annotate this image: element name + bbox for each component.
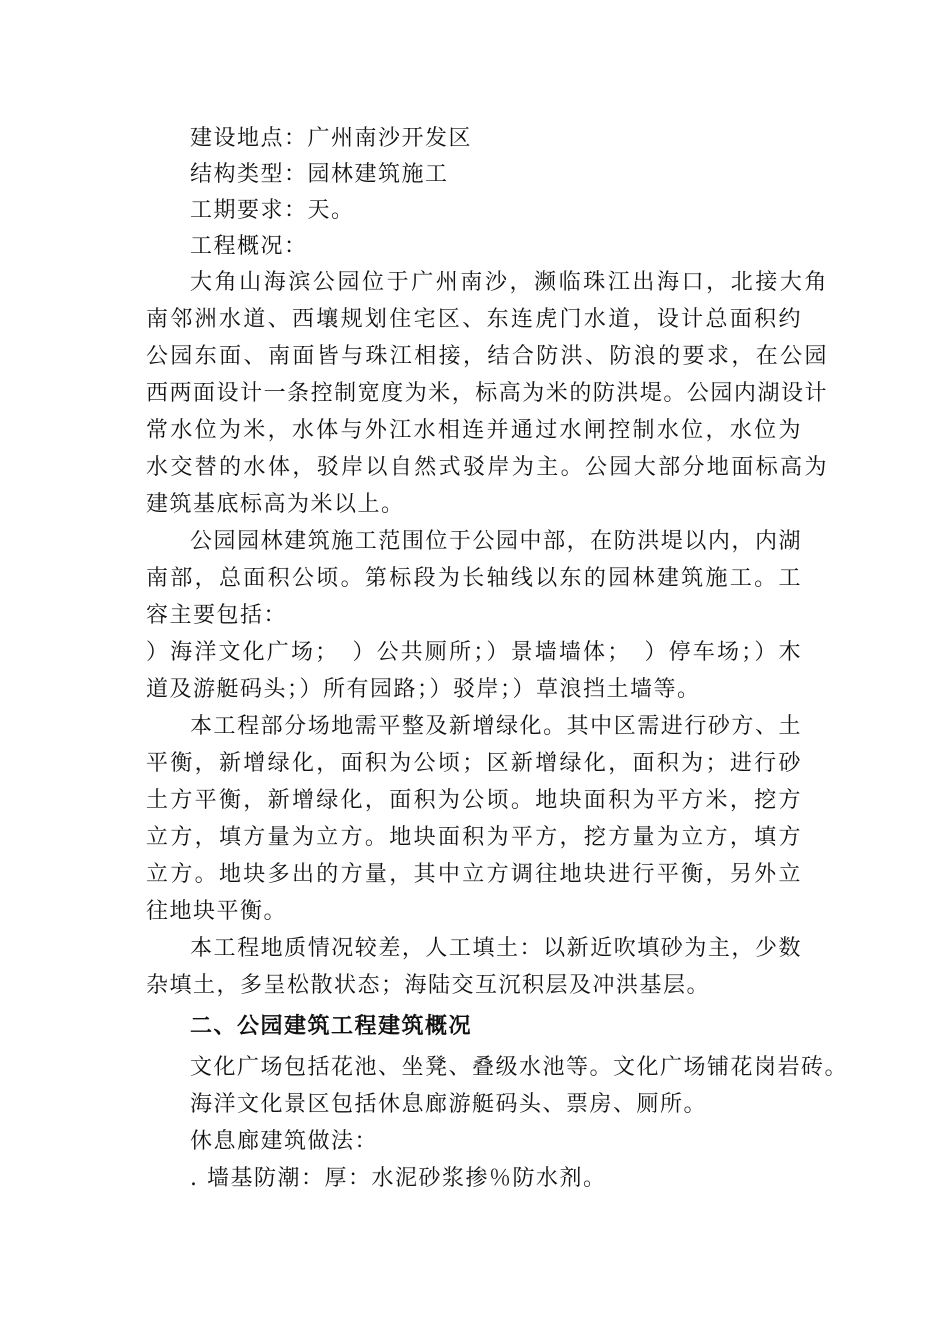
text-line: 文化广场包括花池、坐凳、叠级水池等。文化广场铺花岗岩砖。	[190, 1055, 849, 1080]
text-line: 本工程地质情况较差，人工填土：以新近吹填砂为主，少数	[190, 936, 802, 961]
text-line: 南部，总面积公顷。第标段为长轴线以东的园林建筑施工。工	[146, 566, 802, 591]
text-line: 建筑基底标高为米以上。	[146, 492, 405, 517]
text-line: 休息廊建筑做法：	[190, 1129, 379, 1154]
text-line: 大角山海滨公园位于广州南沙，濒临珠江出海口，北接大角	[190, 270, 828, 295]
text-line: 海洋文化景区包括休息廊游艇码头、票房、厕所。	[190, 1092, 708, 1117]
text-line: 平衡，新增绿化，面积为公顷；区新增绿化，面积为；进行砂	[146, 751, 802, 776]
text-line: ）海洋文化广场； ）公共厕所；）景墙墙体； ）停车场；）木	[146, 640, 802, 665]
text-line: 结构类型：园林建筑施工	[190, 162, 449, 187]
text-line: 道及游艇码头；）所有园路；）驳岸；）草浪挡土墙等。	[146, 677, 701, 702]
text-line: 本工程部分场地需平整及新增绿化。其中区需进行砂方、土	[190, 714, 802, 739]
text-line: 工期要求：天。	[190, 198, 355, 223]
text-line: 立方。地块多出的方量，其中立方调往地块进行平衡，另外立	[146, 862, 802, 887]
text-line: 公园园林建筑施工范围位于公园中部，在防洪堤以内，内湖	[190, 529, 802, 554]
text-line: 往地块平衡。	[146, 899, 288, 924]
text-line: 西两面设计一条控制宽度为米，标高为米的防洪堤。公园内湖设计	[146, 381, 828, 406]
text-line: 土方平衡，新增绿化，面积为公顷。地块面积为平方米，挖方	[146, 788, 802, 813]
text-line: . 墙基防潮：厚：水泥砂浆掺％防水剂。	[190, 1166, 607, 1191]
text-line: 杂填土，多呈松散状态；海陆交互沉积层及冲洪基层。	[146, 973, 711, 998]
text-line: 水交替的水体，驳岸以自然式驳岸为主。公园大部分地面标高为	[146, 455, 828, 480]
text-line: 容主要包括：	[146, 603, 288, 628]
text-line: 南邻洲水道、西壤规划住宅区、东连虎门水道，设计总面积约	[146, 307, 802, 332]
text-line: 工程概况：	[190, 234, 308, 259]
text-line: 公园东面、南面皆与珠江相接，结合防洪、防浪的要求，在公园	[146, 344, 828, 369]
text-line: 建设地点：广州南沙开发区	[190, 126, 473, 151]
text-line: 立方，填方量为立方。地块面积为平方，挖方量为立方，填方	[146, 825, 802, 850]
section-heading: 二、公园建筑工程建筑概况	[190, 1014, 473, 1039]
text-line: 常水位为米，水体与外江水相连并通过水闸控制水位，水位为	[146, 418, 802, 443]
